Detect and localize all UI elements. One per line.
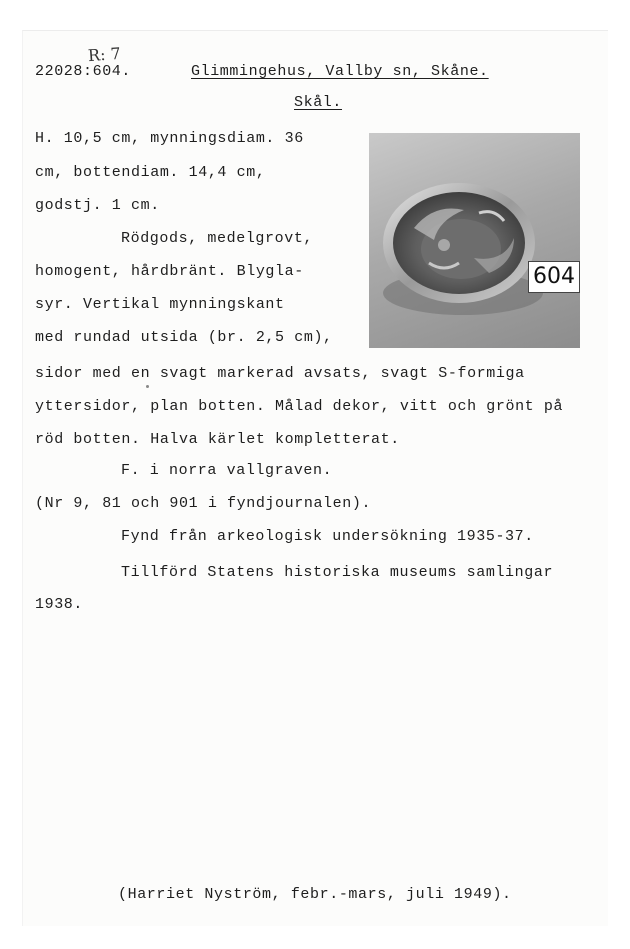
bowl-image [369, 133, 580, 348]
body-line: yttersidor, plan botten. Målad dekor, vitt och grönt på [35, 398, 564, 415]
body-line: syr. Vertikal mynningskant [35, 296, 285, 313]
location-heading: Glimmingehus, Vallby sn, Skåne. [191, 63, 489, 80]
body-line: homogent, hårdbränt. Blygla- [35, 263, 304, 280]
body-line: sidor med en svagt markerad avsats, svagt S-formiga [35, 365, 525, 382]
body-line: cm, bottendiam. 14,4 cm, [35, 164, 266, 181]
bowl-photograph [369, 133, 580, 348]
catalog-card [22, 30, 608, 926]
body-line: (Nr 9, 81 och 901 i fyndjournalen). [35, 495, 372, 512]
body-line: Tillförd Statens historiska museums samlingar [121, 564, 554, 581]
ink-speck [146, 385, 149, 388]
body-line: 1938. [35, 596, 84, 613]
body-line: Rödgods, medelgrovt, [121, 230, 314, 247]
body-line: H. 10,5 cm, mynningsdiam. 36 [35, 130, 304, 147]
body-line: godstj. 1 cm. [35, 197, 160, 214]
body-line: F. i norra vallgraven. [121, 462, 333, 479]
signature: (Harriet Nyström, febr.-mars, juli 1949). [118, 886, 512, 903]
handwritten-note: R: 7 [87, 43, 122, 66]
body-line: med rundad utsida (br. 2,5 cm), [35, 329, 333, 346]
body-line: Fynd från arkeologisk undersökning 1935-37. [121, 528, 534, 545]
inventory-number: 22028:604. [35, 63, 132, 80]
body-line: röd botten. Halva kärlet kompletterat. [35, 431, 400, 448]
object-name: Skål. [294, 94, 343, 111]
photo-number-label: 604 [528, 261, 580, 293]
